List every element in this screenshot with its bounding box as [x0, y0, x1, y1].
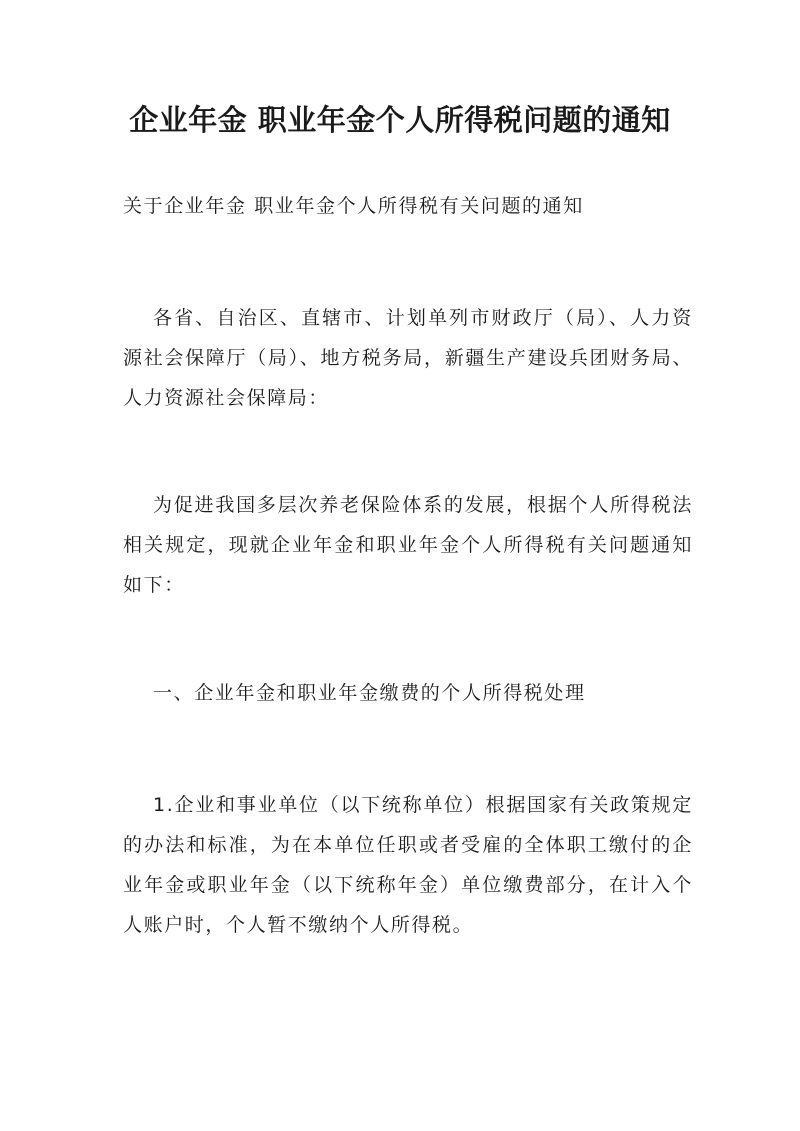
section-heading: 一、企业年金和职业年金缴费的个人所得税处理 [153, 682, 586, 704]
document-title: 企业年金 职业年金个人所得税问题的通知 [129, 103, 671, 137]
addressee-paragraph: 各省、自治区、直辖市、计划单列市财政厅（局）、人力资源社会保障厅（局）、地方税务局，新疆生产建设兵团财务局、人力资源社会保障局： [123, 307, 693, 409]
intro-paragraph: 为促进我国多层次养老保险体系的发展，根据个人所得税法相关规定，现就企业年金和职业年金个人所得税有关问题通知如下： [123, 494, 693, 596]
item-paragraph: 1.企业和事业单位（以下统称单位）根据国家有关政策规定的办法和标准，为在本单位任职或者受雇的全体职工缴付的企业年金或职业年金（以下统称年金）单位缴费部分，在计入个人账户时，个人暂不缴纳个人所得税。 [123, 794, 693, 936]
document-subtitle: 关于企业年金 职业年金个人所得税有关问题的通知 [123, 195, 584, 217]
